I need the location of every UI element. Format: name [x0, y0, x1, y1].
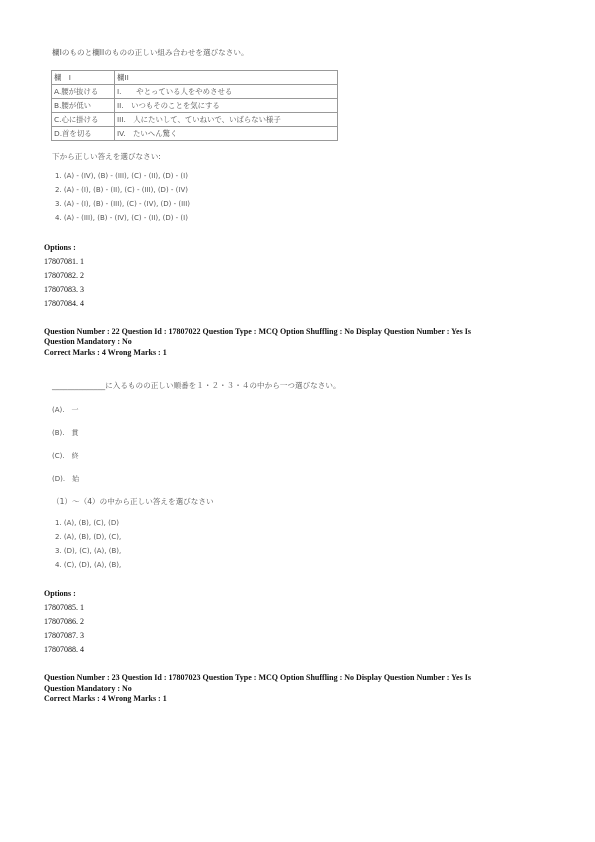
table-header-col2: 欄II: [115, 71, 338, 85]
table-row: [52, 113, 338, 127]
q22-option-3: 17807087. 3: [44, 631, 84, 640]
q22-choice-2: 2. (A), (B), (D), (C),: [55, 533, 122, 541]
q22-options-label: Options :: [44, 589, 76, 598]
q22-option-1: 17807085. 1: [44, 603, 84, 612]
q21-option-4: 17807084. 4: [44, 299, 84, 308]
q21-match-table: [51, 70, 338, 141]
table-cell: IV. たいへん驚く: [115, 127, 338, 141]
q21-instruction: 欄Iのものと欄IIのものの正しい組み合わせを選びなさい。: [52, 48, 249, 57]
table-cell: I. やとっている人をやめさせる: [115, 85, 338, 99]
q22-item-a: (A). 一: [52, 406, 79, 414]
q21-choice-3: 3. (A) - (I), (B) - (III), (C) - (IV), (D) - (III): [55, 200, 191, 208]
q22-prompt: （1）～（4）の中から正しい答えを選びなさい: [52, 497, 214, 506]
table-header-col1: 欄 I: [52, 71, 115, 85]
table-cell: III. 人にたいして、ていねいで、いばらない様子: [115, 113, 338, 127]
q22-item-c: (C). 終: [52, 452, 79, 460]
q22-choice-1: 1. (A), (B), (C), (D): [55, 519, 119, 527]
table-row: [52, 127, 338, 141]
table-cell: B.腰が低い: [52, 99, 115, 113]
q22-header-line2: Question Mandatory : No: [44, 337, 132, 346]
q23-header-line3: Correct Marks : 4 Wrong Marks : 1: [44, 694, 167, 703]
q22-choice-4: 4. (C), (D), (A), (B),: [55, 561, 122, 569]
q22-item-d: (D). 始: [52, 475, 80, 483]
table-cell: D.首を切る: [52, 127, 115, 141]
q22-choice-3: 3. (D), (C), (A), (B),: [55, 547, 122, 555]
q22-header-line1: Question Number : 22 Question Id : 17807022 Question Type : MCQ Option Shuffling : No Display Question Number : Yes Is: [44, 327, 471, 336]
q23-header-line1: Question Number : 23 Question Id : 17807023 Question Type : MCQ Option Shuffling : No Display Question Number : Yes Is: [44, 673, 471, 682]
table-row: [52, 85, 338, 99]
table-cell: II. いつもそのことを気にする: [115, 99, 338, 113]
q21-choice-2: 2. (A) - (I), (B) - (II), (C) - (III), (D) - (IV): [55, 186, 188, 194]
table-row: [52, 99, 338, 113]
q21-prompt: 下から正しい答えを選びなさい:: [52, 152, 161, 161]
q22-option-4: 17807088. 4: [44, 645, 84, 654]
q22-header-line3: Correct Marks : 4 Wrong Marks : 1: [44, 348, 167, 357]
q21-choice-4: 4. (A) - (III), (B) - (IV), (C) - (II), (D) - (I): [55, 214, 188, 222]
table-cell: A.腰が抜ける: [52, 85, 115, 99]
q22-item-b: (B). 貫: [52, 429, 79, 437]
table-row: [52, 71, 338, 85]
q21-choice-1: 1. (A) - (IV), (B) - (III), (C) - (II), (D) - (I): [55, 172, 188, 180]
q21-option-2: 17807082. 2: [44, 271, 84, 280]
q21-options-label: Options :: [44, 243, 76, 252]
q21-option-3: 17807083. 3: [44, 285, 84, 294]
q23-header-line2: Question Mandatory : No: [44, 684, 132, 693]
q21-option-1: 17807081. 1: [44, 257, 84, 266]
table-cell: C.心に掛ける: [52, 113, 115, 127]
q22-option-2: 17807086. 2: [44, 617, 84, 626]
q22-instruction: ______________に入るものの正しい順番を１・２・３・４の中から一つ選びなさい。: [52, 381, 341, 390]
